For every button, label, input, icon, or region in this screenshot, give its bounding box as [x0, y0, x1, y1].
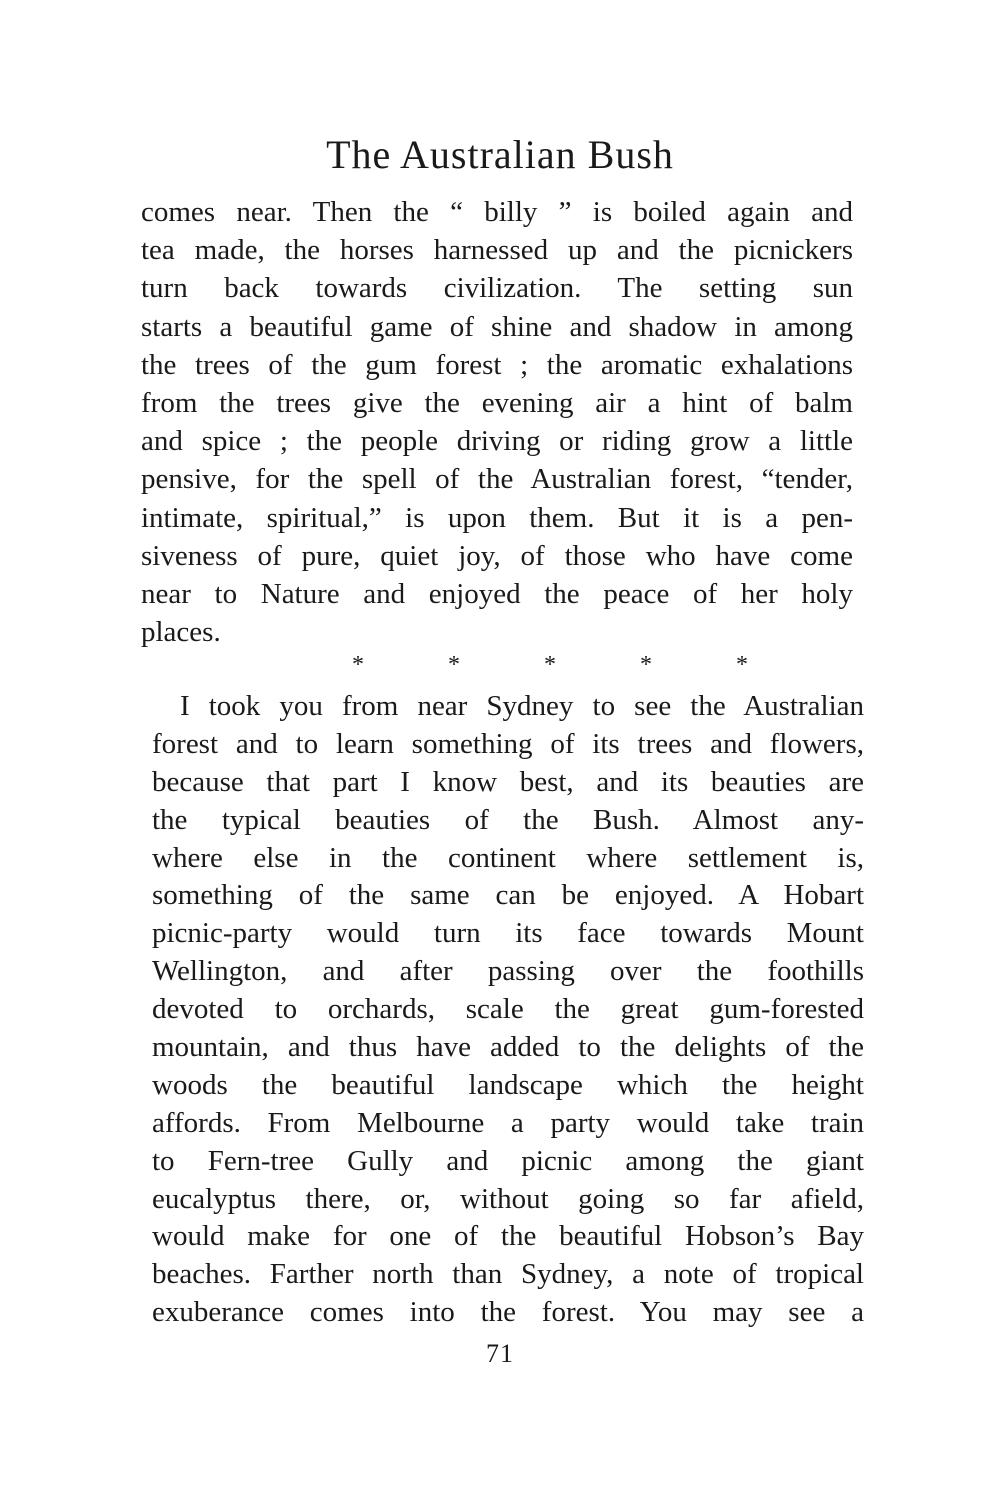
text-line: because that part I know best, and its beauties are [152, 765, 864, 798]
asterisk: * [448, 652, 460, 678]
text-line: places. [141, 616, 221, 649]
section-break [352, 650, 748, 680]
text-line: siveness of pure, quiet joy, of those who have come [141, 539, 853, 572]
page-number: 71 [486, 1339, 514, 1368]
text-line-content: I took you from near Sydney to see the Australian [180, 690, 864, 722]
text-line [152, 688, 864, 726]
text-line: mountain, and thus have added to the delights of the [152, 1031, 864, 1064]
text-line: to Fern-tree Gully and picnic among the giant [152, 1144, 864, 1177]
paragraph-2 [152, 688, 864, 1332]
asterisk: * [352, 652, 364, 678]
text-line: exuberance comes into the forest. You may see a [152, 1296, 864, 1329]
text-line: where else in the continent where settlement is, [152, 841, 864, 874]
text-line: starts a beautiful game of shine and shadow in among [141, 310, 853, 343]
text-line: and spice ; the people driving or riding grow a little [141, 425, 853, 458]
text-line: comes near. Then the “ billy ” is boiled again and [141, 196, 853, 228]
text-line: would make for one of the beautiful Hobson’s Bay [152, 1220, 864, 1253]
text-line: turn back towards civilization. The setting sun [141, 272, 853, 305]
text-line: beaches. Farther north than Sydney, a note of tropical [152, 1258, 864, 1291]
asterisk: * [640, 652, 652, 678]
text-line: something of the same can be enjoyed. A Hobart [152, 879, 864, 912]
text-line: tea made, the horses harnessed up and the picnickers [141, 234, 853, 267]
text-line: from the trees give the evening air a hint of balm [141, 386, 853, 419]
paragraph-1 [141, 193, 853, 651]
text-line: affords. From Melbourne a party would take train [152, 1106, 864, 1139]
text-line: forest and to learn something of its trees and flowers, [152, 727, 864, 760]
text-line: near to Nature and enjoyed the peace of her holy [141, 577, 853, 610]
text-line: pensive, for the spell of the Australian forest, “tender, [141, 463, 853, 496]
text-line: intimate, spiritual,” is upon them. But it is a pen- [141, 501, 853, 534]
text-line: Wellington, and after passing over the foothills [152, 955, 864, 988]
text-line: eucalyptus there, or, without going so far afield, [152, 1182, 864, 1215]
running-head: The Australian Bush [326, 132, 674, 177]
text-line: picnic-party would turn its face towards Mount [152, 917, 864, 950]
text-line: the typical beauties of the Bush. Almost any- [152, 803, 864, 836]
text-line: the trees of the gum forest ; the aromatic exhalations [141, 348, 853, 381]
asterisk: * [544, 652, 556, 678]
asterisk: * [736, 652, 748, 678]
text-line: devoted to orchards, scale the great gum-forested [152, 993, 864, 1026]
text-line: woods the beautiful landscape which the height [152, 1068, 864, 1101]
